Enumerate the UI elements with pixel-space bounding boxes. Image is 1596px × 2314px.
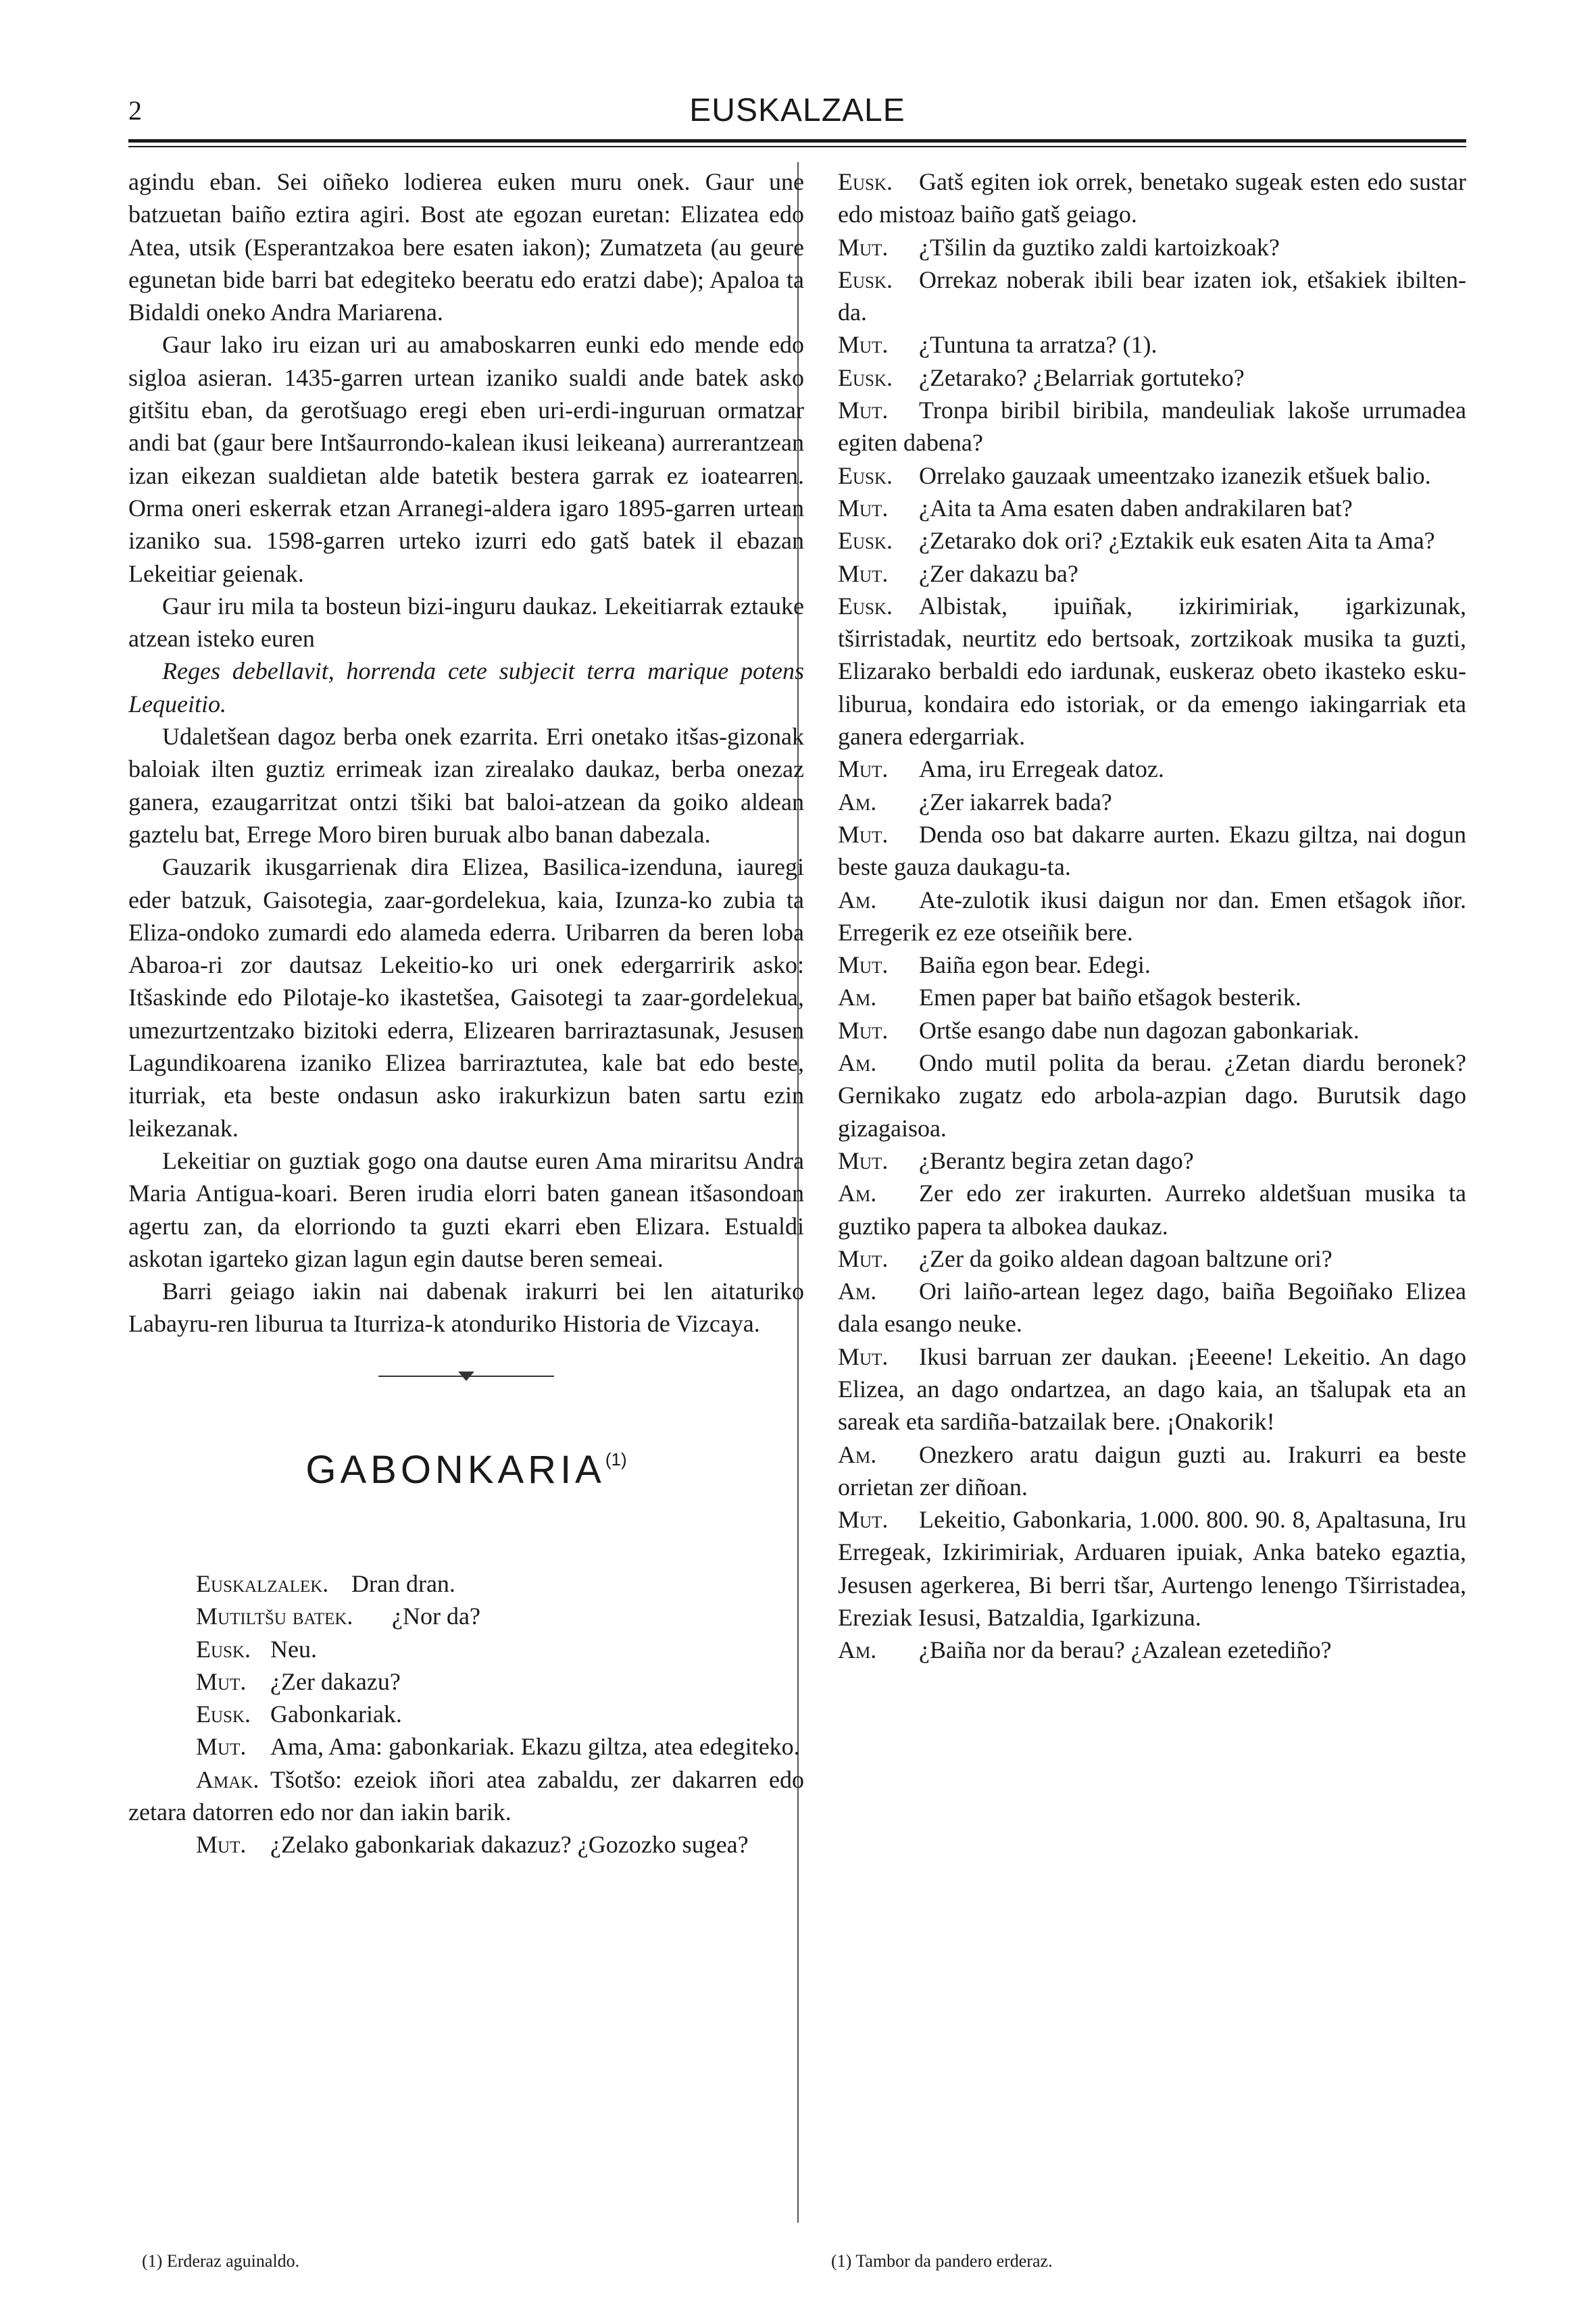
dialogue-line (807, 949, 1466, 981)
dialogue-line (807, 394, 1466, 459)
speaker: Mut. (838, 1147, 889, 1174)
dialogue-text: ¿Tšilin da guztiko zaldi kartoizkoak? (919, 233, 1280, 261)
article-paragraph: Gaur lako iru eizan uri au amaboskarren eunki edo mende edo sigloa asieran. 1435-garren urtean izaniko sualdi ande batek asko gitšitu eban, da gerotšuago eregi eben uri-erdi-inguruan ormatzar andi bat (gaur bere Intšaurrondo-kalean ikusi leikeana) aurrerantzean izan eikezan sualdietan alde batetik bestera garrak ez ioatearren. Orma oneri eskerrak etzan Arranegi-aldera igaro 1895-garren urtean izaniko sua. 1598-garren urteko izurri edo gatš batek il ebazan Lekeitiar geienak. (128, 331, 804, 587)
speaker: Mut. (196, 1667, 247, 1695)
dialogue-line (807, 557, 1466, 590)
dialogue-line (128, 1730, 804, 1763)
dialogue-line (807, 1503, 1466, 1634)
dialogue-text: ¿Zer da goiko aldean dagoan baltzune ori? (919, 1244, 1332, 1272)
dialogue-line (128, 1633, 804, 1665)
dialogue-text: Dran dran. (351, 1569, 455, 1597)
dialogue-text: ¿Zelako gabonkariak dakazuz? ¿Gozozko sugea? (270, 1831, 749, 1859)
dialogue-text: ¿Zetarako dok ori? ¿Eztakik euk esaten Aita ta Ama? (919, 527, 1435, 555)
dialogue-line (807, 1634, 1466, 1666)
article-paragraph: Lekeitiar on guztiak gogo ona dautse euren Ama miraritsu Andra Maria Antigua-koari. Beren irudia elorri baten ganean itšasondoan agertu zan, da elorriondo ta guzti ekarri eben Elizara. Estualdi askotan igarteko gizan lagun egin dautse beren semeai. (128, 1147, 804, 1272)
dialogue-text: ¿Zer dakazu ba? (919, 559, 1078, 587)
speaker: Am. (838, 1049, 877, 1077)
speaker: Mut. (838, 1506, 889, 1534)
dialogue-text: Tšotšo: ezeiok iñori atea zabaldu, zer dakarren edo zetara datorren edo nor dan iakin barik. (128, 1765, 804, 1826)
footnote-right: (1) Tambor da pandero erderaz. (831, 2251, 1053, 2271)
latin-quote: Reges debellavit, horrenda cete subjecit terra marique potens Lequeitio. (128, 657, 804, 718)
article-paragraph: Gauzarik ikusgarrienak dira Elizea, Basilica-izenduna, iauregi eder batzuk, Gaisotegia, zaar-gordelekua, kaia, Izunza-ko zubia ta Eliza-ondoko zumardi edo alameda ederra. Uribarren da beren loba Abaroa-ri zor dautsaz Lekeitio-ko uri onek edergarririk asko: Itšaskinde edo Pilotaje-ko ikastetšea, Gaisotegi ta zaar-gordelekua, umezurtzentzako bizitoki ederra, Elizearen barriraztasunak, Jesusen Lagundikoarena izaniko Elizea barriraztutea, kale bat edo beste, iturriak, eta beste ondasun asko irakurkizun baten sartu ezin leikezanak. (128, 853, 804, 1142)
dialogue-line (128, 1828, 804, 1861)
speaker: Am. (838, 886, 877, 913)
dialogue-text: ¿Baiña nor da berau? ¿Azalean ezetediño? (919, 1636, 1332, 1664)
dialogue-line (128, 1698, 804, 1730)
dialogue-line (807, 1177, 1466, 1242)
dialogue-text: Tronpa biribil biribila, mandeuliak lakoše urrumadea egiten dabena? (838, 397, 1466, 457)
dialogue-line (807, 1275, 1466, 1340)
dialogue-line (807, 361, 1466, 394)
dialogue-line (128, 1763, 804, 1829)
dialogue-text: Ondo mutil polita da berau. ¿Zetan diardu beronek? Gernikako zugatz edo arbola-azpian dago. Burutsik dago gizagaisoa. (838, 1049, 1466, 1142)
dialogue-text: Albistak, ipuiñak, izkirimiriak, igarkizunak, tširristadak, neurtitz edo bertsoak, zortzikoak musika ta guzti, Elizarako berbaldi edo iardunak, euskeraz obeto ikasteko esku-liburua, kondaira edo istoriak, or da emengo iakingarriak eta ganera edergarriak. (838, 592, 1466, 751)
dialogue-line (807, 492, 1466, 524)
dialogue-line (807, 981, 1466, 1013)
dialogue-text: ¿Zetarako? ¿Belarriak gortuteko? (919, 363, 1245, 391)
dialogue-text: Zer edo zer irakurten. Aurreko aldetšuan musika ta guztiko papera ta albokea daukaz. (838, 1180, 1466, 1240)
speaker: Am. (838, 1278, 877, 1305)
dialogue-line (807, 328, 1466, 361)
dialogue-text: ¿Berantz begira zetan dago? (919, 1147, 1194, 1174)
dialogue-line (807, 166, 1466, 231)
dialogue-text: Baiña egon bear. Edegi. (919, 951, 1151, 979)
dialogue-line (807, 1242, 1466, 1275)
dialogue-line (807, 753, 1466, 785)
dialogue-line (807, 1145, 1466, 1177)
dialogue-line (807, 1014, 1466, 1047)
header-rule (128, 139, 1466, 143)
dialogue-text: Gatš egiten iok orrek, benetako sugeak esten edo sustar edo mistoaz baiño gatš geiago. (838, 168, 1466, 228)
play-title-text: GABONKARIA (305, 1447, 605, 1492)
dialogue-line (128, 1665, 804, 1698)
dialogue-line (807, 459, 1466, 492)
speaker: Am. (838, 1180, 877, 1207)
speaker: Mut. (838, 1342, 889, 1370)
dialogue-text: Gabonkariak. (270, 1701, 402, 1728)
speaker: Eusk. (838, 168, 893, 195)
dialogue-text: ¿Tuntuna ta arratza? (1). (919, 331, 1157, 359)
dialogue-line (807, 818, 1466, 884)
speaker: Mut. (838, 1016, 889, 1044)
dialogue-text: Onezkero aratu daigun guzti au. Irakurri ea beste orrietan zer diñoan. (838, 1440, 1466, 1501)
dialogue-line (807, 1340, 1466, 1438)
dialogue-line (807, 263, 1466, 329)
page-header (128, 95, 1466, 135)
dialogue-text: Denda oso bat dakarre aurten. Ekazu giltza, nai dogun beste gauza daukagu-ta. (838, 820, 1466, 881)
dialogue-line (128, 1567, 804, 1600)
speaker: Mut. (838, 1244, 889, 1272)
speaker: Eusk. (838, 527, 893, 555)
speaker: Eusk. (838, 592, 893, 620)
dialogue-text: ¿Zer iakarrek bada? (919, 788, 1112, 815)
article-paragraph: Udaletšean dagoz berba onek ezarrita. Erri onetako itšas-gizonak baloiak ilten guztiz errimeak izan zirealako daukaz, berba onezaz ganera, ezaugarritzat ontzi tšiki bat baloi-atzean da goiko aldean gaztelu bat, Errege Moro biren buruak albo banan dabezala. (128, 723, 804, 848)
journal-title: EUSKALZALE (689, 93, 905, 128)
dialogue-text: Ikusi barruan zer daukan. ¡Eeeene! Lekeitio. An dago Elizea, an dago ondartzea, an dago kaia, an tšalupak eta an sareak eta sardiña-batzailak bere. ¡Onakorik! (838, 1342, 1466, 1436)
speaker: Mut. (838, 559, 889, 587)
dialogue-line (807, 884, 1466, 949)
dialogue-line (807, 786, 1466, 818)
dialogue-text: Ortše esango dabe nun dagozan gabonkariak. (919, 1016, 1360, 1044)
dialogue-left (128, 1567, 804, 1861)
article-paragraph: agindu eban. Sei oiñeko lodierea euken muru onek. Gaur une batzuetan baiño eztira agiri. Bost ate egozan euretan: Elizatea edo Atea, utsik (Esperantzakoa bere esaten iakon); Zumatzeta (au geure egunetan bide barri bat edegiteko beeratu edo eratzi dabe); Apaloa ta Bidaldi oneko Andra Mariarena. (128, 168, 804, 326)
header-rule-thin (128, 146, 1466, 147)
dialogue-text: Ori laiño-artean legez dago, baiña Begoiñako Elizea dala esango neuke. (838, 1278, 1466, 1338)
dialogue-text: Emen paper bat baiño etšagok besterik. (919, 984, 1301, 1011)
dialogue-line (128, 1600, 804, 1632)
dialogue-text: Ama, iru Erregeak datoz. (919, 755, 1164, 783)
dialogue-text: ¿Nor da? (392, 1603, 480, 1630)
dialogue-text: Neu. (270, 1635, 317, 1663)
speaker: Eusk. (196, 1635, 251, 1663)
speaker: Eusk. (838, 363, 893, 391)
dialogue-text: ¿Zer dakazu? (270, 1667, 401, 1695)
speaker: Am. (838, 984, 877, 1011)
speaker: Euskalzalek. (196, 1569, 329, 1597)
speaker: Mut. (838, 951, 889, 979)
dialogue-line (807, 1438, 1466, 1504)
speaker: Eusk. (838, 461, 893, 489)
speaker: Eusk. (838, 266, 893, 293)
speaker: Am. (838, 788, 877, 815)
footnote-left: (1) Erderaz aguinaldo. (142, 2251, 300, 2271)
dialogue-text: Ate-zulotik ikusi daigun nor dan. Emen etšagok iñor. Erregerik ez eze otseiñik bere. (838, 886, 1466, 946)
play-title-note: (1) (605, 1449, 627, 1469)
speaker: Mut. (838, 820, 889, 848)
dialogue-text: Lekeitio, Gabonkaria, 1.000. 800. 90. 8, Apaltasuna, Iru Erregeak, Izkirimiriak, Arduaren ipuiak, Anka bateko egaztia, Jesusen agerkerea, Bi berri tšar, Aurtengo lenengo Tširristadea, Ereziak Iesusi, Batzaldia, Igarkizuna. (838, 1506, 1466, 1632)
dialogue-text: Orrelako gauzaak umeentzako izanezik etšuek balio. (919, 461, 1431, 489)
speaker: Mutiltšu batek. (196, 1603, 353, 1630)
play-title (128, 1443, 804, 1492)
speaker: Am. (838, 1440, 877, 1468)
dialogue-text: Ama, Ama: gabonkariak. Ekazu giltza, atea edegiteko. (270, 1733, 800, 1761)
speaker: Mut. (838, 233, 889, 261)
speaker: Mut. (838, 755, 889, 783)
article-paragraph: Gaur iru mila ta bosteun bizi-inguru daukaz. Lekeitiarrak eztauke atzean isteko euren (128, 592, 804, 653)
dialogue-line (807, 590, 1466, 753)
section-divider (378, 1376, 554, 1377)
speaker: Mut. (196, 1831, 247, 1859)
speaker: Eusk. (196, 1701, 251, 1728)
left-column (128, 166, 804, 1861)
speaker: Mut. (838, 397, 889, 424)
dialogue-line (807, 1047, 1466, 1145)
dialogue-text: ¿Aita ta Ama esaten daben andrakilaren bat? (919, 494, 1353, 522)
right-column (807, 166, 1466, 1667)
dialogue-line (807, 231, 1466, 263)
page-number: 2 (128, 95, 142, 126)
dialogue-line (807, 524, 1466, 557)
speaker: Mut. (838, 494, 889, 522)
article-paragraph: Barri geiago iakin nai dabenak irakurri bei len aitaturiko Labayru-ren liburua ta Iturriza-k atonduriko Historia de Vizcaya. (128, 1278, 804, 1338)
speaker: Am. (838, 1636, 877, 1664)
speaker: Amak. (196, 1765, 259, 1793)
dialogue-text: Orrekaz noberak ibili bear izaten iok, etšakiek ibilten-da. (838, 266, 1466, 326)
speaker: Mut. (196, 1733, 247, 1761)
speaker: Mut. (838, 331, 889, 359)
